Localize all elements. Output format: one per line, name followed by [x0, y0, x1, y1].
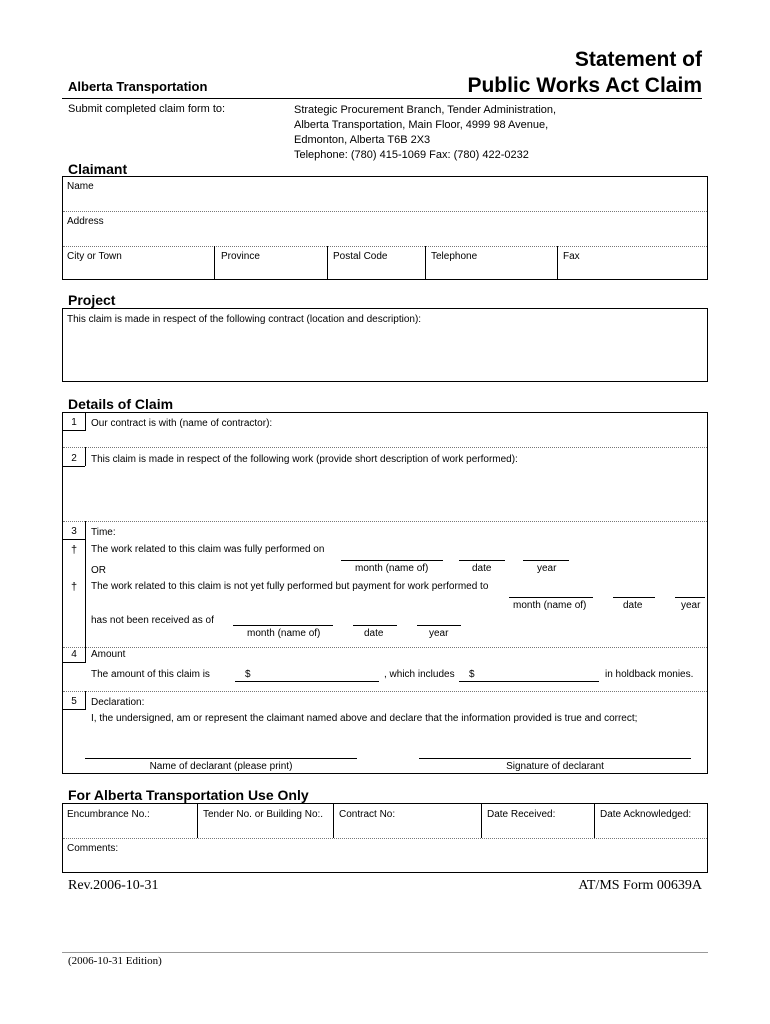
name-field[interactable]: [123, 179, 693, 193]
row-divider: [63, 647, 707, 648]
year-caption: year: [429, 628, 449, 639]
contractor-label: Our contract is with (name of contractor):: [91, 418, 273, 429]
item-number: 1: [71, 417, 77, 428]
not-performed-checkbox[interactable]: †: [70, 581, 78, 593]
contract-no-field[interactable]: [339, 823, 477, 836]
contract-description-field[interactable]: [67, 329, 703, 379]
number-divider: [85, 691, 86, 710]
claimant-box: [62, 176, 708, 280]
row-divider: [63, 211, 707, 212]
year-caption: year: [681, 600, 701, 611]
month-blank[interactable]: [233, 625, 333, 626]
work-description-field[interactable]: [91, 469, 701, 517]
number-underline: [63, 709, 85, 710]
item-number: 4: [71, 649, 77, 660]
claim-amount-blank[interactable]: [235, 681, 379, 682]
province-label: Province: [221, 251, 260, 262]
address-line: Edmonton, Alberta T6B 2X3: [294, 134, 431, 146]
month-blank[interactable]: [509, 597, 593, 598]
form-number: AT/MS Form 00639A: [578, 878, 702, 893]
comments-label: Comments:: [67, 843, 119, 854]
amount-label: Amount: [91, 649, 126, 660]
submit-address: [294, 103, 556, 163]
col-divider: [594, 804, 595, 838]
month-caption: month (name of): [355, 563, 429, 574]
province-field[interactable]: [221, 264, 321, 277]
address-line: Alberta Transportation, Main Floor, 4999 98 Avenue,: [294, 119, 549, 131]
details-heading: Details of Claim: [68, 396, 174, 412]
number-underline: [63, 662, 85, 663]
number-underline: [63, 466, 85, 467]
submit-label: Submit completed claim form to:: [68, 103, 226, 115]
tender-field[interactable]: [203, 823, 329, 836]
year-caption: year: [537, 563, 557, 574]
col-divider: [197, 804, 198, 838]
contractor-field[interactable]: [283, 417, 693, 430]
form-title-line2: Public Works Act Claim: [467, 74, 702, 97]
row-divider: [63, 838, 707, 839]
date-received-field[interactable]: [487, 823, 591, 836]
address-label: Address: [67, 216, 104, 227]
date-caption: date: [472, 563, 492, 574]
postal-label: Postal Code: [333, 251, 388, 262]
declarant-name-line[interactable]: [85, 758, 357, 759]
number-underline: [63, 539, 85, 540]
encumbrance-field[interactable]: [67, 823, 193, 836]
org-name: Alberta Transportation: [68, 79, 208, 94]
month-caption: month (name of): [247, 628, 321, 639]
telephone-field[interactable]: [431, 264, 551, 277]
fax-field[interactable]: [563, 264, 701, 277]
declaration-label: Declaration:: [91, 697, 145, 708]
month-caption: month (name of): [513, 600, 587, 611]
row-divider: [63, 691, 707, 692]
item-number: 3: [71, 526, 77, 537]
office-use-heading: For Alberta Transportation Use Only: [68, 787, 309, 803]
item-number: 5: [71, 696, 77, 707]
name-label: Name: [67, 181, 94, 192]
signature-caption: Signature of declarant: [506, 761, 604, 772]
number-divider: [85, 447, 86, 466]
col-divider: [425, 246, 426, 279]
col-divider: [333, 804, 334, 838]
dollar-sign: $: [245, 669, 251, 680]
fax-label: Fax: [563, 251, 580, 262]
year-blank[interactable]: [523, 560, 569, 561]
contract-no-label: Contract No:: [339, 809, 396, 820]
header-rule: [62, 98, 702, 99]
not-performed-label: The work related to this claim is not yet fully performed but payment for work performed to: [91, 581, 489, 592]
telephone-label: Telephone: [431, 251, 478, 262]
col-divider: [557, 246, 558, 279]
address-line: Strategic Procurement Branch, Tender Administration,: [294, 104, 557, 116]
details-box: [62, 412, 708, 774]
time-label: Time:: [91, 527, 116, 538]
city-field[interactable]: [67, 264, 207, 277]
row-divider: [63, 447, 707, 448]
declaration-text: I, the undersigned, am or represent the claimant named above and declare that the information provided is true and correct;: [91, 713, 638, 724]
item-number: 2: [71, 453, 77, 464]
date-blank[interactable]: [459, 560, 505, 561]
year-blank[interactable]: [417, 625, 461, 626]
contract-description-label: This claim is made in respect of the following contract (location and description):: [67, 314, 422, 325]
holdback-label: in holdback monies.: [605, 669, 694, 680]
number-divider: [85, 521, 86, 647]
tender-label: Tender No. or Building No:.: [203, 809, 324, 820]
edition-label: (2006-10-31 Edition): [68, 955, 162, 967]
date-blank[interactable]: [613, 597, 655, 598]
encumbrance-label: Encumbrance No.:: [67, 809, 150, 820]
number-divider: [85, 413, 86, 431]
holdback-amount-blank[interactable]: [459, 681, 599, 682]
col-divider: [214, 246, 215, 279]
month-blank[interactable]: [341, 560, 443, 561]
date-acknowledged-field[interactable]: [600, 823, 704, 836]
date-blank[interactable]: [353, 625, 397, 626]
not-received-label: has not been received as of: [91, 615, 214, 626]
date-acknowledged-label: Date Acknowledged:: [600, 809, 692, 820]
or-label: OR: [91, 565, 106, 576]
date-caption: date: [364, 628, 384, 639]
address-field[interactable]: [123, 214, 693, 228]
col-divider: [481, 804, 482, 838]
project-box: [62, 308, 708, 382]
signature-line[interactable]: [419, 758, 691, 759]
row-divider: [63, 246, 707, 247]
office-use-box: [62, 803, 708, 873]
performed-checkbox[interactable]: †: [70, 544, 78, 556]
holdback-amount-field[interactable]: [477, 667, 597, 680]
year-blank[interactable]: [675, 597, 705, 598]
date-received-label: Date Received:: [487, 809, 556, 820]
date-caption: date: [623, 600, 643, 611]
includes-label: , which includes: [384, 669, 455, 680]
footer-rule: [62, 952, 708, 953]
dollar-sign: $: [469, 669, 475, 680]
project-heading: Project: [68, 292, 116, 308]
number-divider: [85, 647, 86, 663]
address-line: Telephone: (780) 415-1069 Fax: (780) 422-0232: [294, 149, 529, 161]
comments-field[interactable]: [133, 841, 703, 869]
claim-amount-label: The amount of this claim is: [91, 669, 210, 680]
city-label: City or Town: [67, 251, 122, 262]
col-divider: [327, 246, 328, 279]
row-divider: [63, 521, 707, 522]
performed-label: The work related to this claim was fully performed on: [91, 544, 325, 555]
claim-amount-field[interactable]: [253, 667, 377, 680]
form-title-line1: Statement of: [574, 48, 702, 71]
work-description-label: This claim is made in respect of the following work (provide short description of work performed):: [91, 454, 518, 465]
declarant-name-caption: Name of declarant (please print): [149, 761, 293, 772]
revision-label: Rev.2006-10-31: [68, 878, 159, 893]
claimant-heading: Claimant: [68, 161, 128, 177]
number-underline: [63, 430, 85, 431]
postal-field[interactable]: [333, 264, 421, 277]
